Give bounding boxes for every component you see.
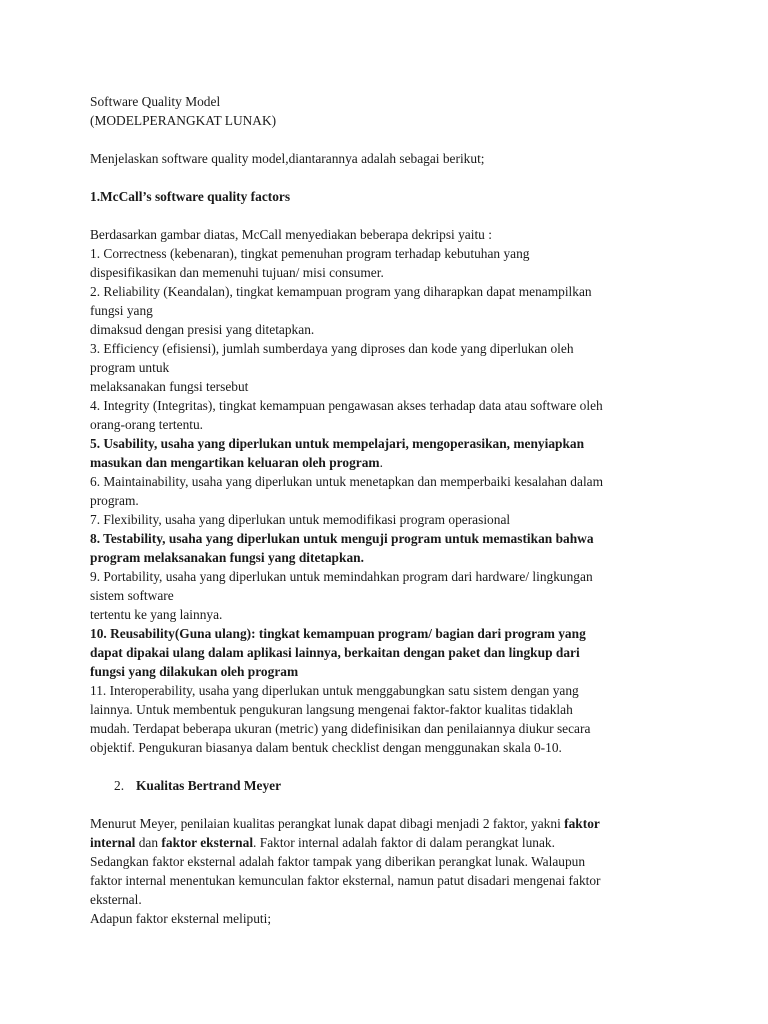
item9-line1: 9. Portability, usaha yang diperlukan untuk memindahkan program dari hardware/ lingkungan: [90, 569, 593, 584]
doc-title-line1: Software Quality Model: [90, 94, 221, 109]
doc-title-line2: (MODELPERANGKAT LUNAK): [90, 113, 277, 128]
item5-line2-period: .: [379, 455, 383, 470]
item1-line2: dispesifikasikan dan memenuhi tujuan/ misi consumer.: [90, 265, 384, 280]
item9-line3: tertentu ke yang lainnya.: [90, 607, 223, 622]
item11-line3: mudah. Terdapat beberapa ukuran (metric) yang didefinisikan dan penilaiannya diukur secara: [90, 721, 591, 736]
internal-bold: internal: [90, 835, 136, 850]
item3-line1: 3. Efficiency (efisiensi), jumlah sumberdaya yang diproses dan kode yang diperlukan oleh: [90, 341, 574, 356]
item11-line1: 11. Interoperability, usaha yang diperlukan untuk menggabungkan satu sistem dengan yang: [90, 683, 579, 698]
faktor-bold: faktor: [564, 816, 600, 831]
item4-line2: orang-orang tertentu.: [90, 417, 204, 432]
section2-p1-line2: [90, 833, 680, 852]
item6-line2: program.: [90, 493, 139, 508]
item10-line2: dapat dipakai ulang dalam aplikasi lainnya, berkaitan dengan paket dan lingkup dari: [90, 645, 580, 660]
item5-line1: 5. Usability, usaha yang diperlukan untuk mempelajari, mengoperasikan, menyiapkan: [90, 436, 585, 451]
section1-heading: 1.McCall’s software quality factors: [90, 189, 291, 204]
item5-line2-bold: masukan dan mengartikan keluaran oleh program: [90, 455, 380, 470]
item10-line1: 10. Reusability(Guna ulang): tingkat kemampuan program/ bagian dari program yang: [90, 626, 586, 641]
section2-heading-row: [90, 776, 680, 795]
section2-p1-line1-text: Menurut Meyer, penilaian kualitas perangkat lunak dapat dibagi menjadi 2 faktor, yakni: [90, 816, 565, 831]
section1-lead: Berdasarkan gambar diatas, McCall menyediakan beberapa dekripsi yaitu :: [90, 227, 492, 242]
section2-p1-line5: eksternal.: [90, 892, 142, 907]
item2-line2: fungsi yang: [90, 303, 153, 318]
dan-text: dan: [135, 835, 162, 850]
item3-line3: melaksanakan fungsi tersebut: [90, 379, 249, 394]
item3-line2: program untuk: [90, 360, 170, 375]
item10-line3: fungsi yang dilakukan oleh program: [90, 664, 299, 679]
item6-line1: 6. Maintainability, usaha yang diperlukan untuk menetapkan dan memperbaiki kesalahan dalam: [90, 474, 604, 489]
section2-p1-line2-text: . Faktor internal adalah faktor di dalam perangkat lunak.: [253, 835, 555, 850]
item2-line3: dimaksud dengan presisi yang ditetapkan.: [90, 322, 315, 337]
item1-line1: 1. Correctness (kebenaran), tingkat pemenuhan program terhadap kebutuhan yang: [90, 246, 530, 261]
item4-line1: 4. Integrity (Integritas), tingkat kemampuan pengawasan akses terhadap data atau software oleh: [90, 398, 603, 413]
section2-p1-line3: Sedangkan faktor eksternal adalah faktor tampak yang diberikan perangkat lunak. Walaupun: [90, 854, 586, 869]
item7-line: 7. Flexibility, usaha yang diperlukan untuk memodifikasi program operasional: [90, 512, 511, 527]
item2-line1: 2. Reliability (Keandalan), tingkat kemampuan program yang diharapkan dapat menampilkan: [90, 284, 592, 299]
intro-paragraph: Menjelaskan software quality model,diantarannya adalah sebagai berikut;: [90, 151, 485, 166]
item8-line2: program melaksanakan fungsi yang ditetapkan.: [90, 550, 364, 565]
faktor-eksternal-bold: faktor eksternal: [161, 835, 254, 850]
item11-line2: lainnya. Untuk membentuk pengukuran langsung mengenai faktor-faktor kualitas tidaklah: [90, 702, 573, 717]
document-body: [90, 92, 680, 928]
section2-p1-line1: [90, 814, 680, 833]
section2-number: 2.: [114, 778, 125, 793]
item9-line2: sistem software: [90, 588, 174, 603]
item8-line1: 8. Testability, usaha yang diperlukan untuk menguji program untuk memastikan bahwa: [90, 531, 594, 546]
section2-p1-line6: Adapun faktor eksternal meliputi;: [90, 911, 272, 926]
item11-line4: objektif. Pengukuran biasanya dalam bentuk checklist dengan menggunakan skala 0-10.: [90, 740, 562, 755]
section2-heading: Kualitas Bertrand Meyer: [136, 778, 282, 793]
section2-p1-line4: faktor internal menentukan kemunculan faktor eksternal, namun patut disadari mengenai faktor: [90, 873, 601, 888]
item5-line2: [90, 453, 680, 472]
